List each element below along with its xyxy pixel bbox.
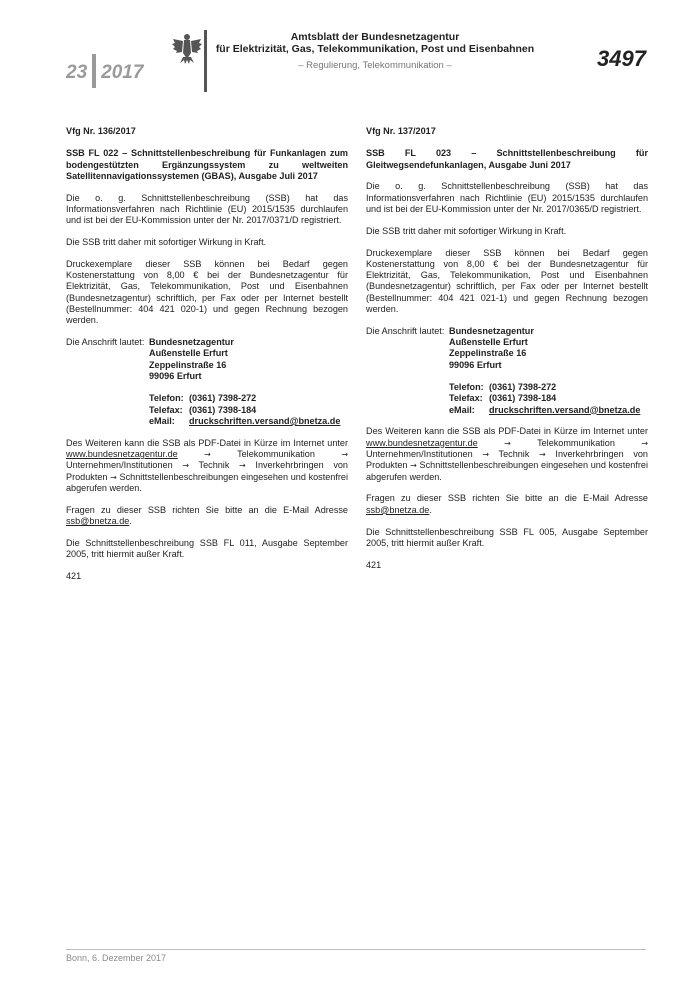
paragraph: Die o. g. Schnittstellenbeschreibung (SSB) hat das Informationsverfahren nach Richtlinie (EU) 2015/1535 durchlaufen und ist bei der EU-Kommission unter der Nr. 2017/0371/D registriert. xyxy=(66,192,348,226)
column-number: 421 xyxy=(66,570,82,581)
arrow-icon: → xyxy=(341,450,349,460)
text: Unternehmen/Institutionen xyxy=(66,460,183,471)
paragraph: Druckexemplare dieser SSB können bei Bedarf gegen Kostenerstattung von 8,00 € bei der Bundesnetzagentur für Elektrizität, Gas, Telekommunikation, Post und Eisenbahnen (Bundesnetzagentur) schriftlich, per Fax oder per Internet bestellt (Bestellnummer: 404 421 020-1) und gegen Rechnung bezogen werden. xyxy=(66,258,348,326)
text: . xyxy=(429,504,432,515)
address-lines xyxy=(449,326,534,371)
paragraph: Die SSB tritt daher mit sofortiger Wirkung in Kraft. xyxy=(66,237,267,248)
text: Schnittstellenbeschreibungen eingesehen und kostenfrei abgerufen werden. xyxy=(66,471,348,493)
address-line: Bundesnetzagentur xyxy=(449,325,534,336)
phone-row xyxy=(449,382,648,393)
year: 2017 xyxy=(101,62,144,83)
arrow-icon: → xyxy=(204,450,211,460)
title-line-1: Amtsblatt der Bundesnetzagentur xyxy=(290,31,460,43)
arrow-icon: → xyxy=(539,450,546,460)
fax-row xyxy=(449,393,648,404)
issue-number: 23 xyxy=(66,62,88,83)
phone-value: (0361) 7398-272 xyxy=(189,393,257,404)
text: Telekommunikation xyxy=(510,437,642,448)
arrow-icon: → xyxy=(182,461,190,471)
email-row xyxy=(449,405,648,416)
text: Fragen zu dieser SSB richten Sie bitte an die E-Mail Adresse xyxy=(366,493,648,504)
address-block xyxy=(66,337,348,382)
issue-separator xyxy=(92,54,96,88)
address-line: Außenstelle Erfurt xyxy=(449,337,528,348)
address-line: 99096 Erfurt xyxy=(449,359,502,370)
footer-divider xyxy=(66,949,646,950)
website-link[interactable]: www.bundesnetzagentur.de xyxy=(366,437,478,448)
address-label: Die Anschrift lautet: xyxy=(66,337,145,348)
phone-row xyxy=(149,393,348,404)
address-line: 99096 Erfurt xyxy=(149,371,202,382)
arrow-icon: → xyxy=(482,450,490,460)
right-column xyxy=(366,126,648,581)
email-label: eMail: xyxy=(149,415,175,426)
contact-block xyxy=(149,393,348,427)
publication-subtitle: – Regulierung, Telekommunikation – xyxy=(298,60,452,71)
paragraph: Die Schnittstellenbeschreibung SSB FL 005, Ausgabe September 2005, tritt hiermit außer Kraft. xyxy=(366,526,648,548)
address-line: Zeppelinstraße 16 xyxy=(449,348,527,359)
left-column xyxy=(66,126,348,593)
article-title: SSB FL 023 – Schnittstellenbeschreibung für Gleitwegsendefunkanlagen, Ausgabe Juni 2017 xyxy=(366,148,648,170)
page-number: 3497 xyxy=(597,46,646,71)
address-line: Außenstelle Erfurt xyxy=(149,348,228,359)
paragraph-contact xyxy=(66,505,348,528)
paragraph: Die Schnittstellenbeschreibung SSB FL 011, Ausgabe September 2005, tritt hiermit außer Kraft. xyxy=(66,537,348,560)
footer-date: Bonn, 6. Dezember 2017 xyxy=(66,953,167,963)
paragraph-web xyxy=(66,438,348,494)
text: Unternehmen/Institutionen xyxy=(366,449,483,460)
phone-label: Telefon: xyxy=(149,393,184,404)
fax-value: (0361) 7398-184 xyxy=(189,404,257,415)
vfg-number: Vfg Nr. 136/2017 xyxy=(66,126,136,136)
text: Des Weiteren kann die SSB als PDF-Datei in Kürze im Internet unter xyxy=(66,437,348,448)
paragraph: Die SSB tritt daher mit sofortiger Wirkung in Kraft. xyxy=(366,225,567,236)
text: Inverkehrbringen von Produkten xyxy=(366,449,648,471)
phone-label: Telefon: xyxy=(449,382,484,393)
email-link[interactable]: druckschriften.versand@bnetza.de xyxy=(489,404,641,415)
address-label: Die Anschrift lautet: xyxy=(366,325,445,336)
fax-value: (0361) 7398-184 xyxy=(489,393,557,404)
fax-label: Telefax: xyxy=(149,404,183,415)
email-link[interactable]: druckschriften.versand@bnetza.de xyxy=(189,415,341,426)
text: Technik xyxy=(189,460,240,471)
fax-row xyxy=(149,405,348,416)
arrow-icon: → xyxy=(641,438,649,448)
text: Technik xyxy=(489,449,540,460)
issue-year xyxy=(66,48,143,82)
title-line-2: für Elektrizität, Gas, Telekommunikation, Post und Eisenbahnen xyxy=(215,43,535,55)
email-label: eMail: xyxy=(449,404,475,415)
federal-eagle-icon xyxy=(172,33,202,65)
paragraph-contact xyxy=(366,493,648,516)
arrow-icon: → xyxy=(504,438,511,448)
ssb-email-link[interactable]: ssb@bnetza.de xyxy=(366,504,430,515)
fax-label: Telefax: xyxy=(449,393,483,404)
paragraph-web xyxy=(366,426,648,482)
text: . xyxy=(129,516,132,527)
column-number: 421 xyxy=(366,559,382,570)
contact-block xyxy=(449,382,648,416)
text: Inverkehrbringen von Produkten xyxy=(66,460,348,482)
text: Schnittstellenbeschreibungen eingesehen und kostenfrei abgerufen werden. xyxy=(366,460,648,482)
paragraph: Druckexemplare dieser SSB können bei Bedarf gegen Kostenerstattung von 8,00 € bei der Bundesnetzagentur für Elektrizität, Gas, Telekommunikation, Post und Eisenbahnen (Bundesnetzagentur) schriftlich, per Fax oder per Internet bestellt (Bestellnummer: 404 421 021-1) und gegen Rechnung bezogen werden. xyxy=(366,247,648,315)
header-divider xyxy=(204,30,207,92)
email-row xyxy=(149,416,348,427)
arrow-icon: → xyxy=(239,461,246,471)
ssb-email-link[interactable]: ssb@bnetza.de xyxy=(66,516,130,527)
phone-value: (0361) 7398-272 xyxy=(489,382,557,393)
address-lines xyxy=(149,337,234,382)
address-line: Zeppelinstraße 16 xyxy=(149,359,227,370)
vfg-number: Vfg Nr. 137/2017 xyxy=(366,126,436,136)
arrow-icon: → xyxy=(110,472,117,482)
address-line: Bundesnetzagentur xyxy=(149,337,234,348)
text: Des Weiteren kann die SSB als PDF-Datei in Kürze im Internet unter xyxy=(366,426,648,437)
text: Telekommunikation xyxy=(210,449,342,460)
website-link[interactable]: www.bundesnetzagentur.de xyxy=(66,449,178,460)
paragraph: Die o. g. Schnittstellenbeschreibung (SSB) hat das Informationsverfahren nach Richtlinie (EU) 2015/1535 durchlaufen und ist bei der EU-Kommission unter der Nr. 2017/0365/D registriert. xyxy=(366,181,648,214)
publication-title xyxy=(215,31,535,55)
article-title: SSB FL 022 – Schnittstellenbeschreibung für Funkanlagen zum bodengestützten Ergänzungssystem zu weltweiten Satellitennavigationssystemen (GBAS), Ausgabe Juli 2017 xyxy=(66,148,348,181)
address-block xyxy=(366,326,648,371)
arrow-icon: → xyxy=(410,461,417,471)
text: Fragen zu dieser SSB richten Sie bitte an die E-Mail Adresse xyxy=(66,504,348,515)
